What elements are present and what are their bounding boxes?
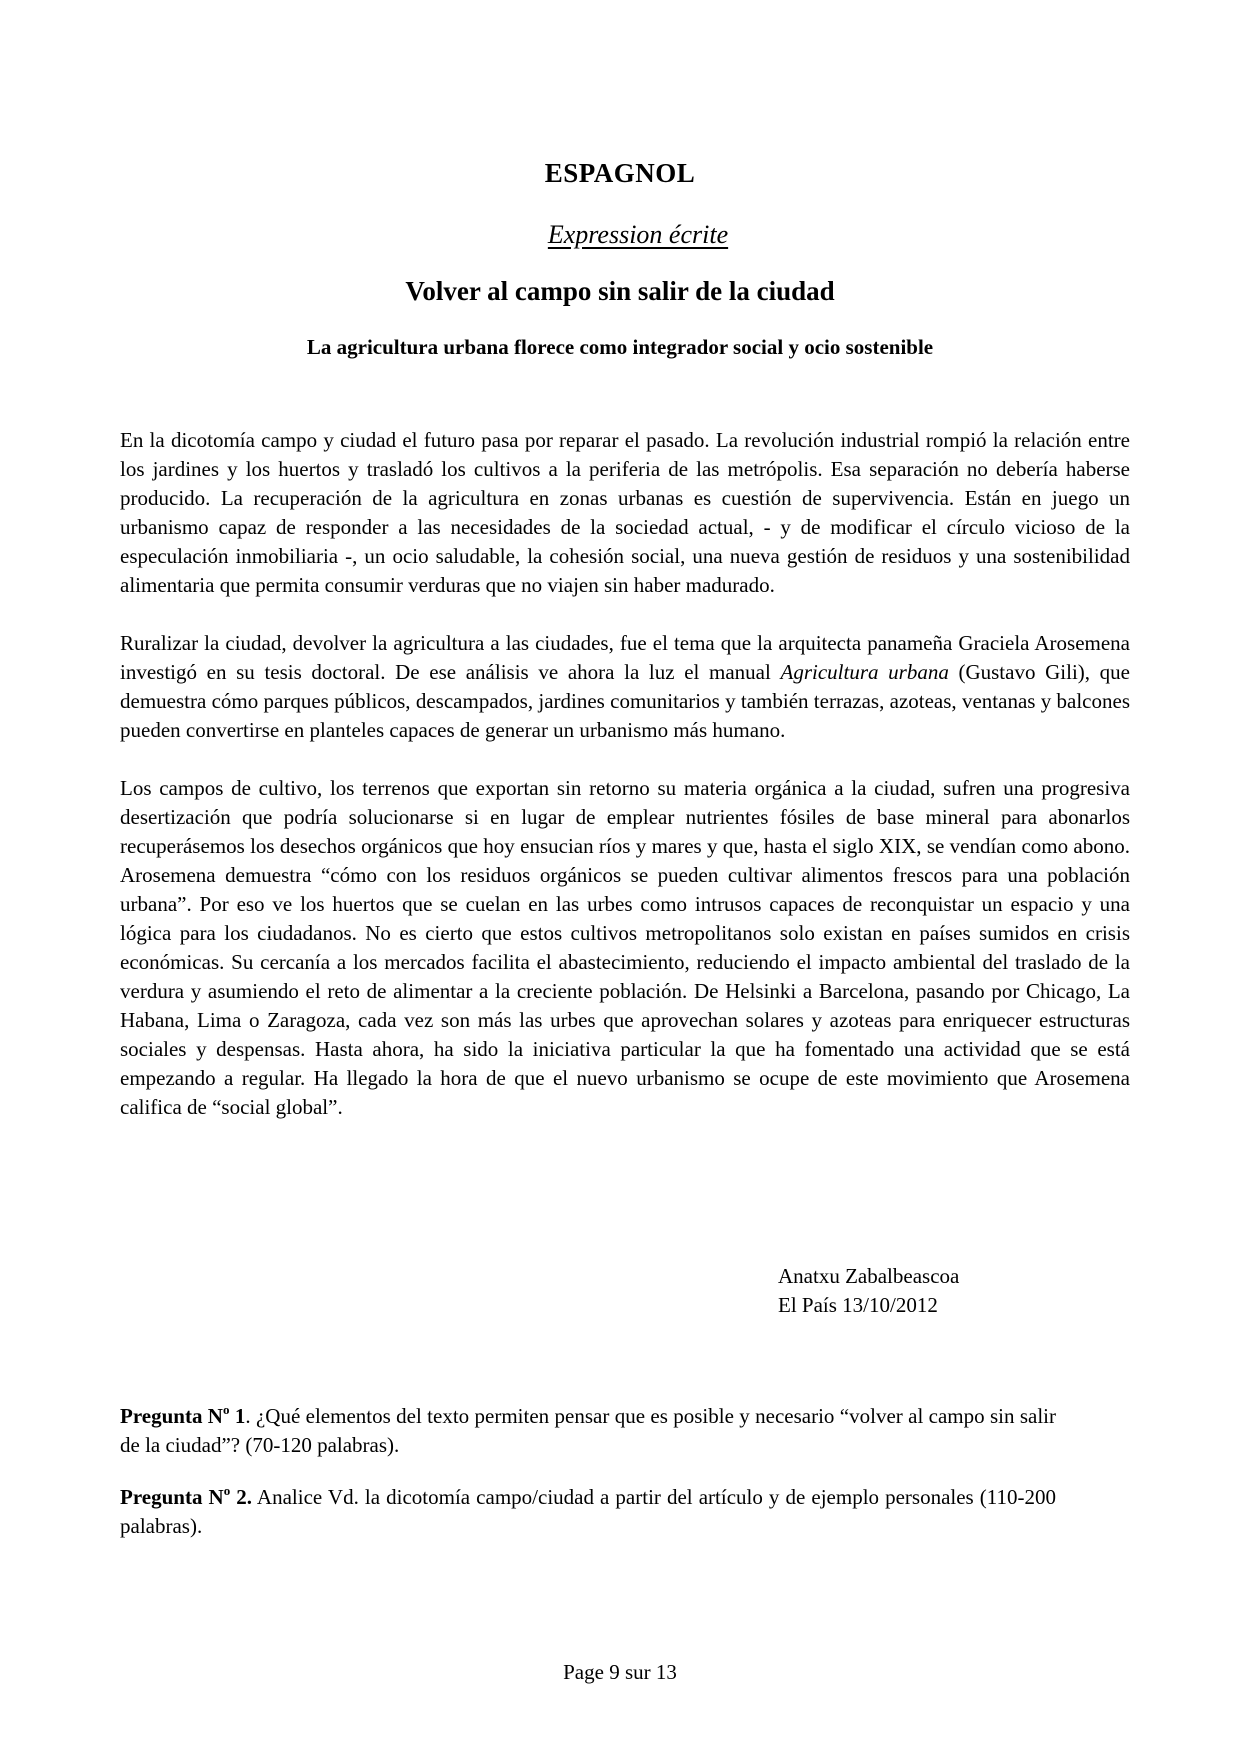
author-name: Anatxu Zabalbeascoa	[778, 1264, 960, 1288]
question-2	[120, 1483, 1056, 1541]
question-1-label: Pregunta $N^o$ 1	[120, 1402, 246, 1428]
question-1-text: . ¿Qué elementos del texto permiten pensar que es posible y necesario “volver al campo sin salir de la ciudad”? (70-120 palabras).	[120, 1404, 1057, 1457]
exercise-type: Expression écrite	[547, 220, 729, 249]
questions-section	[120, 1402, 1056, 1564]
article-title: Volver al campo sin salir de la ciudad	[405, 276, 835, 306]
page-number: Page 9 sur 13	[563, 1660, 677, 1684]
article-paragraph-3: Los campos de cultivo, los terrenos que exportan sin retorno su materia orgánica a la ciudad, sufren una progresiva desertización que podría solucionarse si en lugar de emplear nutrientes fósiles de base mineral para abonarlos recuperásemos los desechos orgánicos que hoy ensucian ríos y mares y que, hasta el siglo XIX, se vendían como abono. Arosemena demuestra “cómo con los residuos orgánicos se pueden cultivar alimentos frescos para una población urbana”. Por eso ve los huertos que se cuelan en las urbes como intrusos capaces de reconquistar un espacio y una lógica para los ciudadanos. No es cierto que estos cultivos metropolitanos solo existan en países sumidos en crisis económicas. Su cercanía a los mercados facilita el abastecimiento, reduciendo el impacto ambiental del traslado de la verdura y asumiendo el reto de alimentar a la creciente población. De Helsinki a Barcelona, pasando por Chicago, La Habana, Lima o Zaragoza, cada vez son más las urbes que aprovechan solares y azoteas para enriquecer estructuras sociales y despensas. Hasta ahora, ha sido la iniciativa particular la que ha fomentado una actividad que se está empezando a regular. Ha llegado la hora de que el nuevo urbanismo se ocupe de este movimiento que Arosemena califica de “social global”.	[120, 776, 1130, 1119]
subject-heading: ESPAGNOL	[544, 158, 696, 188]
article-subtitle: La agricultura urbana florece como integrador social y ocio sostenible	[306, 335, 934, 359]
article-paragraph-1: En la dicotomía campo y ciudad el futuro pasa por reparar el pasado. La revolución industrial rompió la relación entre los jardines y los huertos y trasladó los cultivos a la periferia de las metrópolis. Esa separación no debería haberse producido. La recuperación de la agricultura en zonas urbanas es cuestión de supervivencia. Están en juego un urbanismo capaz de responder a las necesidades de la sociedad actual, - y de modificar el círculo vicioso de la especulación inmobiliaria -, un ocio saludable, la cohesión social, una nueva gestión de residuos y una sostenibilidad alimentaria que permita consumir verduras que no viajen sin haber madurado.	[120, 428, 1130, 597]
article-paragraph-2	[120, 629, 1130, 745]
question-2-text: Analice Vd. la dicotomía campo/ciudad a partir del artículo y de ejemplo personales (110-200 palabras).	[120, 1485, 1057, 1538]
question-2-label: Pregunta $N^o$ 2.	[120, 1483, 253, 1509]
question-1	[120, 1402, 1056, 1460]
book-title: Agricultura urbana	[780, 660, 949, 684]
paragraph-2-start: Ruralizar la ciudad, devolver la agricultura a las ciudades, fue el tema que la arquitecta panameña Graciela Arosemena investigó en su tesis doctoral. De ese análisis ve ahora la luz el manual	[120, 631, 1130, 684]
article-signature	[778, 1262, 959, 1320]
source-line: El País 13/10/2012	[778, 1293, 938, 1317]
paragraph-2-end: (Gustavo Gili), que demuestra cómo parques públicos, descampados, jardines comunitarios y también terrazas, azoteas, ventanas y balcones pueden convertirse en planteles capaces de generar un urbanismo más humano.	[120, 660, 1130, 742]
article-body	[120, 426, 1130, 1151]
